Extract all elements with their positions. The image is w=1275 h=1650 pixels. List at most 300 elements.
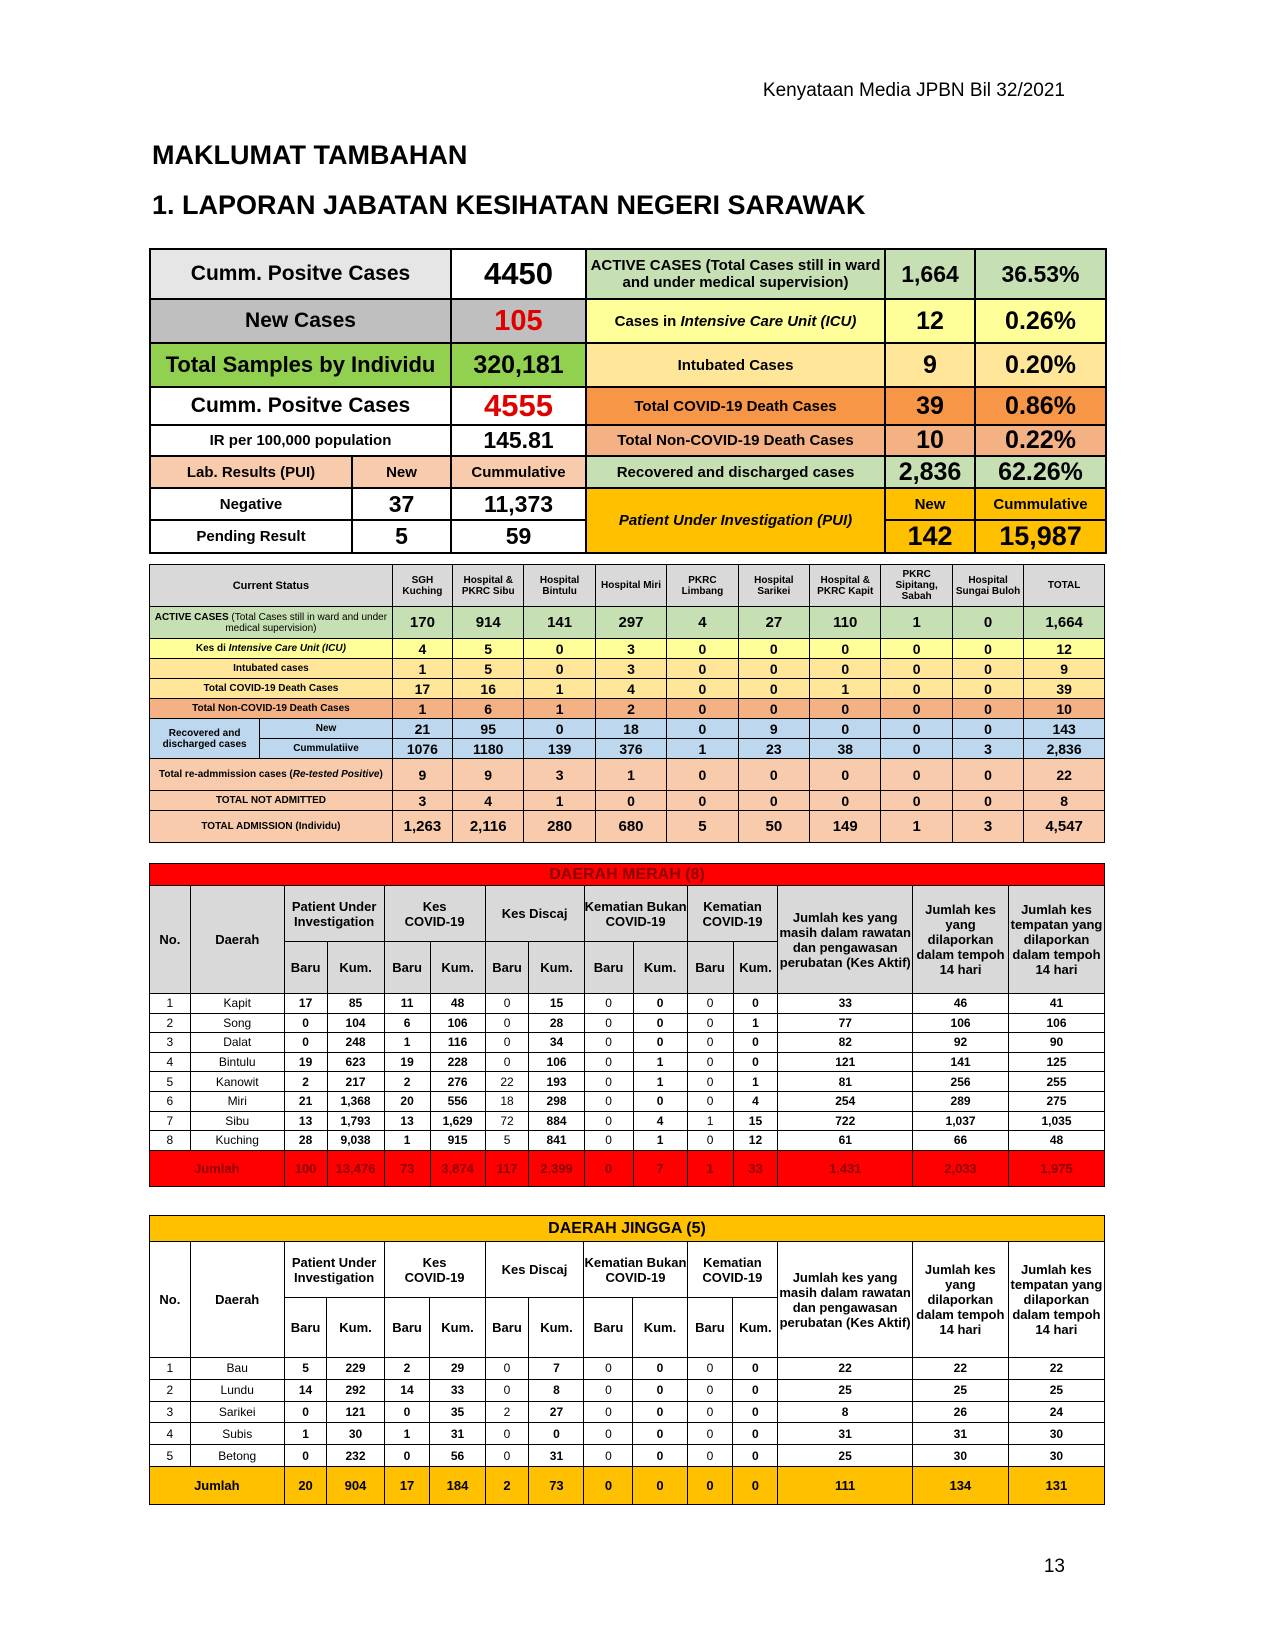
table-cell: 0 bbox=[633, 1358, 687, 1380]
table-cell: 24 bbox=[1008, 1401, 1104, 1423]
intubated-label: Intubated Cases bbox=[586, 343, 885, 387]
total-cell: 2 bbox=[485, 1466, 529, 1504]
total-cell: 0 bbox=[733, 1466, 778, 1504]
pui-new-value: 142 bbox=[885, 520, 975, 553]
recovered-cumm-cell: 38 bbox=[810, 739, 881, 759]
readmission-cell: 0 bbox=[738, 759, 809, 791]
table-cell: 8 bbox=[778, 1401, 913, 1423]
noncovid-death-cell: 6 bbox=[453, 699, 524, 719]
table-cell: 1 bbox=[733, 1013, 778, 1033]
icu-cell: 12 bbox=[1024, 639, 1105, 659]
table-cell: 104 bbox=[327, 1013, 384, 1033]
table-cell: 0 bbox=[633, 1423, 687, 1445]
table-cell: 0 bbox=[584, 1358, 633, 1380]
table-cell: 0 bbox=[584, 1052, 633, 1072]
intubated-cell: 0 bbox=[738, 659, 809, 679]
readmission-cell: 22 bbox=[1024, 759, 1105, 791]
total-cell: 73 bbox=[384, 1150, 430, 1186]
icu-cell: 0 bbox=[952, 639, 1023, 659]
pui-header: Patient Under Investigation bbox=[284, 1242, 384, 1298]
table-cell: 1 bbox=[633, 1072, 687, 1092]
table-cell: 0 bbox=[384, 1445, 430, 1467]
covid-death-cell: 0 bbox=[738, 679, 809, 699]
total-row bbox=[150, 1466, 1105, 1504]
kum-header: Kum. bbox=[733, 942, 778, 994]
recovered-new-cell: 0 bbox=[881, 719, 952, 739]
intubated-cell: 1 bbox=[392, 659, 452, 679]
total-cell: 100 bbox=[284, 1150, 327, 1186]
tempatan-header: Jumlah kes tempatan yang dilaporkan dalam tempoh 14 hari bbox=[1008, 886, 1104, 994]
table-cell: 27 bbox=[529, 1401, 584, 1423]
table-cell: 0 bbox=[687, 1091, 733, 1111]
table-cell: 1,035 bbox=[1008, 1111, 1104, 1131]
recovered-cumm-cell: 23 bbox=[738, 739, 809, 759]
table-cell: 0 bbox=[584, 1091, 633, 1111]
intubated-cell: 9 bbox=[1024, 659, 1105, 679]
table-row bbox=[150, 1379, 1105, 1401]
readmission-cell: 0 bbox=[810, 759, 881, 791]
facility-header: Hospital Miri bbox=[595, 565, 666, 607]
lab-cumm-label: Cummulative bbox=[451, 456, 586, 488]
facility-header: Hospital Sungai Buloh bbox=[952, 565, 1023, 607]
table-cell: 0 bbox=[584, 1131, 633, 1151]
page-number: 13 bbox=[1043, 1556, 1065, 1577]
table-cell: 30 bbox=[1008, 1423, 1104, 1445]
kum-header: Kum. bbox=[327, 942, 384, 994]
table-cell: 0 bbox=[485, 1358, 529, 1380]
intubated-cell: 0 bbox=[667, 659, 738, 679]
intubated-cell: 3 bbox=[595, 659, 666, 679]
facility-header: Hospital & PKRC Kapit bbox=[810, 565, 881, 607]
recovered-cumm-cell: 2,836 bbox=[1024, 739, 1105, 759]
report-title: 1. LAPORAN JABATAN KESIHATAN NEGERI SARAWAK bbox=[152, 190, 866, 220]
dilaporkan-header: Jumlah kes yang dilaporkan dalam tempoh 14 hari bbox=[913, 886, 1009, 994]
baru-header: Baru bbox=[485, 1298, 529, 1358]
baru-header: Baru bbox=[687, 942, 733, 994]
active-cases-cell: 297 bbox=[595, 607, 666, 639]
baru-header: Baru bbox=[384, 1298, 430, 1358]
noncovid-death-cell: 0 bbox=[810, 699, 881, 719]
table-cell: 31 bbox=[778, 1423, 913, 1445]
table-cell: 4 bbox=[733, 1091, 778, 1111]
table-cell: 34 bbox=[529, 1033, 584, 1053]
intubated-cell: 0 bbox=[881, 659, 952, 679]
daerah-name: Kapit bbox=[190, 994, 284, 1014]
table-row bbox=[150, 1091, 1105, 1111]
section-title: MAKLUMAT TAMBAHAN bbox=[152, 140, 468, 170]
table-cell: 0 bbox=[284, 1013, 327, 1033]
admission-cell: 1 bbox=[881, 811, 952, 843]
table-cell: 18 bbox=[485, 1091, 529, 1111]
total-cell: 904 bbox=[327, 1466, 384, 1504]
table-cell: 0 bbox=[687, 1379, 733, 1401]
total-cell: 1,431 bbox=[778, 1150, 913, 1186]
recovered-cumm-cell: 1180 bbox=[453, 739, 524, 759]
table-cell: 106 bbox=[430, 1013, 485, 1033]
total-cell: 1 bbox=[687, 1150, 733, 1186]
total-cell: 0 bbox=[584, 1466, 633, 1504]
kum-header: Kum. bbox=[430, 942, 485, 994]
table-cell: 248 bbox=[327, 1033, 384, 1053]
table-cell: 0 bbox=[687, 1033, 733, 1053]
table-cell: 2 bbox=[384, 1358, 430, 1380]
daerah-name: Bau bbox=[190, 1358, 284, 1380]
total-cell: 13,476 bbox=[327, 1150, 384, 1186]
covid-death-cell: 39 bbox=[1024, 679, 1105, 699]
intubated-cell: 5 bbox=[453, 659, 524, 679]
active-cases-cell: 1 bbox=[881, 607, 952, 639]
table-cell: 25 bbox=[778, 1445, 913, 1467]
table-cell: 0 bbox=[633, 1379, 687, 1401]
table-cell: 0 bbox=[687, 1423, 733, 1445]
active-row-label: ACTIVE CASES (Total Cases still in ward and under medical supervision) bbox=[150, 607, 393, 639]
lab-results-label: Lab. Results (PUI) bbox=[150, 456, 352, 488]
icu-cell: 0 bbox=[881, 639, 952, 659]
kum-header: Kum. bbox=[430, 1298, 485, 1358]
dilaporkan-header: Jumlah kes yang dilaporkan dalam tempoh 14 hari bbox=[912, 1242, 1008, 1358]
readmission-cell: 0 bbox=[952, 759, 1023, 791]
recovered-cumm-cell: 1 bbox=[667, 739, 738, 759]
kematian-bukan-header: Kematian Bukan COVID-19 bbox=[584, 1242, 687, 1298]
table-cell: 22 bbox=[1008, 1358, 1104, 1380]
daerah-header: Daerah bbox=[190, 1242, 284, 1358]
daerah-name: Sarikei bbox=[190, 1401, 284, 1423]
total-cell: 111 bbox=[778, 1466, 913, 1504]
kes-aktif-header: Jumlah kes yang masih dalam rawatan dan pengawasan perubatan (Kes Aktif) bbox=[778, 1242, 913, 1358]
table-cell: 0 bbox=[687, 1358, 733, 1380]
covid-death-cell: 17 bbox=[392, 679, 452, 699]
table-cell: 4 bbox=[633, 1111, 687, 1131]
table-cell: 0 bbox=[485, 1379, 529, 1401]
table-cell: 121 bbox=[778, 1052, 913, 1072]
table-cell: 66 bbox=[913, 1131, 1009, 1151]
table-cell: 255 bbox=[1008, 1072, 1104, 1092]
icu-cell: 5 bbox=[453, 639, 524, 659]
total-label: Jumlah bbox=[150, 1466, 285, 1504]
table-cell: 1 bbox=[284, 1423, 327, 1445]
status-table bbox=[149, 564, 1105, 843]
icu-cell: 4 bbox=[392, 639, 452, 659]
table-cell: 0 bbox=[584, 1013, 633, 1033]
readmission-cell: 1 bbox=[595, 759, 666, 791]
table-cell: 121 bbox=[327, 1401, 384, 1423]
icu-cell: 0 bbox=[738, 639, 809, 659]
facility-header: Hospital Bintulu bbox=[524, 565, 595, 607]
admission-cell: 4,547 bbox=[1024, 811, 1105, 843]
table-cell: 20 bbox=[384, 1091, 430, 1111]
admission-cell: 2,116 bbox=[453, 811, 524, 843]
table-cell: 0 bbox=[485, 1033, 529, 1053]
table-cell: 5 bbox=[485, 1131, 529, 1151]
recovered-cumm-cell: 3 bbox=[952, 739, 1023, 759]
noncovid-row-label: Total Non-COVID-19 Death Cases bbox=[150, 699, 393, 719]
table-cell: 14 bbox=[284, 1379, 327, 1401]
tempatan-header: Jumlah kes tempatan yang dilaporkan dalam tempoh 14 hari bbox=[1008, 1242, 1104, 1358]
not-admitted-cell: 0 bbox=[667, 791, 738, 811]
not-admitted-cell: 1 bbox=[524, 791, 595, 811]
recovered-label: Recovered and discharged cases bbox=[586, 456, 885, 488]
noncovid-death-cell: 2 bbox=[595, 699, 666, 719]
readmission-cell: 9 bbox=[392, 759, 452, 791]
table-cell: 15 bbox=[529, 994, 584, 1014]
total-cell: 117 bbox=[485, 1150, 529, 1186]
table-cell: 0 bbox=[485, 1013, 529, 1033]
table-cell: 0 bbox=[633, 1013, 687, 1033]
table-cell: 90 bbox=[1008, 1033, 1104, 1053]
readmission-cell: 3 bbox=[524, 759, 595, 791]
daerah-name: Kanowit bbox=[190, 1072, 284, 1092]
noncovid-death-cell: 1 bbox=[524, 699, 595, 719]
table-cell: 13 bbox=[384, 1111, 430, 1131]
table-cell: 0 bbox=[384, 1401, 430, 1423]
table-cell: 56 bbox=[430, 1445, 485, 1467]
table-cell: 1,037 bbox=[913, 1111, 1009, 1131]
table-cell: 28 bbox=[284, 1131, 327, 1151]
table-cell: 276 bbox=[430, 1072, 485, 1092]
active-cases-value: 1,664 bbox=[885, 249, 975, 299]
cumm-positive-value-2: 4555 bbox=[451, 387, 586, 425]
facility-header: TOTAL bbox=[1024, 565, 1105, 607]
kes-discaj-header: Kes Discaj bbox=[485, 886, 584, 942]
admission-cell: 1,263 bbox=[392, 811, 452, 843]
daerah-header: Daerah bbox=[190, 886, 284, 994]
table-cell: 228 bbox=[430, 1052, 485, 1072]
table-cell: 298 bbox=[529, 1091, 584, 1111]
table-cell: 3 bbox=[150, 1033, 191, 1053]
table-cell: 22 bbox=[485, 1072, 529, 1092]
table-cell: 1 bbox=[633, 1131, 687, 1151]
table-cell: 0 bbox=[733, 1052, 778, 1072]
kes-covid-header: Kes COVID-19 bbox=[384, 886, 485, 942]
table-cell: 2 bbox=[384, 1072, 430, 1092]
table-cell: 0 bbox=[733, 994, 778, 1014]
table-cell: 6 bbox=[384, 1013, 430, 1033]
table-cell: 0 bbox=[584, 1072, 633, 1092]
cumm-positive-label: Cumm. Positve Cases bbox=[150, 249, 451, 299]
table-cell: 25 bbox=[1008, 1379, 1104, 1401]
table-cell: 4 bbox=[150, 1423, 191, 1445]
table-cell: 2 bbox=[485, 1401, 529, 1423]
icu-row-label: Kes di Intensive Care Unit (ICU) bbox=[150, 639, 393, 659]
table-cell: 30 bbox=[1008, 1445, 1104, 1467]
pui-label: Patient Under Investigation (PUI) bbox=[618, 512, 853, 529]
recovered-new-cell: 0 bbox=[952, 719, 1023, 739]
total-cell: 20 bbox=[284, 1466, 327, 1504]
facility-header: PKRC Sipitang, Sabah bbox=[881, 565, 952, 607]
table-cell: 26 bbox=[912, 1401, 1008, 1423]
admission-cell: 3 bbox=[952, 811, 1023, 843]
recovered-new-cell: 18 bbox=[595, 719, 666, 739]
table-cell: 0 bbox=[733, 1401, 778, 1423]
readmission-row-label: Total re-admmission cases (Re-tested Positive) bbox=[150, 759, 393, 791]
noncovid-death-cell: 10 bbox=[1024, 699, 1105, 719]
daerah-name: Kuching bbox=[190, 1131, 284, 1151]
admission-cell: 149 bbox=[810, 811, 881, 843]
admission-cell: 5 bbox=[667, 811, 738, 843]
table-cell: 2 bbox=[150, 1379, 191, 1401]
table-cell: 0 bbox=[733, 1445, 778, 1467]
pending-cumm: 59 bbox=[451, 520, 586, 553]
document-header: Kenyataan Media JPBN Bil 32/2021 bbox=[762, 80, 1065, 101]
pui-cumm-value: 15,987 bbox=[975, 520, 1106, 553]
table-cell: 106 bbox=[529, 1052, 584, 1072]
table-cell: 0 bbox=[633, 994, 687, 1014]
kum-header: Kum. bbox=[733, 1298, 778, 1358]
table-cell: 623 bbox=[327, 1052, 384, 1072]
daerah-merah-table bbox=[149, 863, 1105, 1187]
total-cell: 0 bbox=[687, 1466, 733, 1504]
table-cell: 25 bbox=[778, 1379, 913, 1401]
table-cell: 30 bbox=[912, 1445, 1008, 1467]
pending-label: Pending Result bbox=[150, 520, 352, 553]
table-row bbox=[150, 1423, 1105, 1445]
kum-header: Kum. bbox=[327, 1298, 384, 1358]
recovered-new-cell: 21 bbox=[392, 719, 452, 739]
recovered-cumm-cell: 376 bbox=[595, 739, 666, 759]
table-cell: 0 bbox=[733, 1033, 778, 1053]
intubated-cell: 0 bbox=[524, 659, 595, 679]
table-cell: 92 bbox=[913, 1033, 1009, 1053]
noncovid-death-cell: 0 bbox=[738, 699, 809, 719]
table-cell: 33 bbox=[430, 1379, 485, 1401]
table-cell: 8 bbox=[529, 1379, 584, 1401]
kematian-bukan-header: Kematian Bukan COVID-19 bbox=[584, 886, 687, 942]
covid-death-row-label: Total COVID-19 Death Cases bbox=[150, 679, 393, 699]
table-cell: 5 bbox=[150, 1445, 191, 1467]
negative-cumm: 11,373 bbox=[451, 488, 586, 520]
daerah-name: Lundu bbox=[190, 1379, 284, 1401]
table-row bbox=[150, 1401, 1105, 1423]
table-cell: 141 bbox=[913, 1052, 1009, 1072]
table-cell: 41 bbox=[1008, 994, 1104, 1014]
table-cell: 1 bbox=[384, 1423, 430, 1445]
table-cell: 0 bbox=[485, 1052, 529, 1072]
readmission-cell: 0 bbox=[667, 759, 738, 791]
kum-header: Kum. bbox=[633, 1298, 687, 1358]
table-cell: 1 bbox=[733, 1072, 778, 1092]
active-cases-cell: 1,664 bbox=[1024, 607, 1105, 639]
daerah-name: Song bbox=[190, 1013, 284, 1033]
recovered-new-cell: 0 bbox=[667, 719, 738, 739]
table-cell: 22 bbox=[778, 1358, 913, 1380]
covid-death-cell: 1 bbox=[524, 679, 595, 699]
covid-death-cell: 0 bbox=[881, 679, 952, 699]
table-cell: 28 bbox=[529, 1013, 584, 1033]
table-row bbox=[150, 1072, 1105, 1092]
table-cell: 1 bbox=[384, 1033, 430, 1053]
icu-label: Cases in Intensive Care Unit (ICU) bbox=[586, 299, 885, 343]
covid-death-cell: 4 bbox=[595, 679, 666, 699]
table-cell: 31 bbox=[912, 1423, 1008, 1445]
table-cell: 5 bbox=[150, 1072, 191, 1092]
covid-death-cell: 1 bbox=[810, 679, 881, 699]
kum-header: Kum. bbox=[633, 942, 687, 994]
table-cell: 217 bbox=[327, 1072, 384, 1092]
table-cell: 0 bbox=[284, 1033, 327, 1053]
covid-death-pct: 0.86% bbox=[975, 387, 1106, 425]
table-cell: 0 bbox=[485, 1445, 529, 1467]
table-cell: 17 bbox=[284, 994, 327, 1014]
table-row bbox=[150, 1111, 1105, 1131]
table-cell: 1,629 bbox=[430, 1111, 485, 1131]
table-cell: 48 bbox=[430, 994, 485, 1014]
total-cell: 1,975 bbox=[1008, 1150, 1104, 1186]
table-cell: 1 bbox=[687, 1111, 733, 1131]
covid-death-label: Total COVID-19 Death Cases bbox=[586, 387, 885, 425]
total-cell: 33 bbox=[733, 1150, 778, 1186]
table-cell: 0 bbox=[733, 1379, 778, 1401]
table-cell: 31 bbox=[529, 1445, 584, 1467]
table-cell: 292 bbox=[327, 1379, 384, 1401]
table-cell: 1,793 bbox=[327, 1111, 384, 1131]
table-cell: 81 bbox=[778, 1072, 913, 1092]
recovered-cumm-label: Cummulatiive bbox=[260, 739, 393, 759]
table-cell: 0 bbox=[687, 1445, 733, 1467]
table-cell: 0 bbox=[633, 1091, 687, 1111]
table-cell: 722 bbox=[778, 1111, 913, 1131]
table-row bbox=[150, 1445, 1105, 1467]
not-admitted-cell: 3 bbox=[392, 791, 452, 811]
admission-row-label: TOTAL ADMISSION (Individu) bbox=[150, 811, 393, 843]
table-cell: 0 bbox=[687, 1131, 733, 1151]
table-cell: 19 bbox=[284, 1052, 327, 1072]
table-cell: 33 bbox=[778, 994, 913, 1014]
table-row bbox=[150, 994, 1105, 1014]
table-cell: 884 bbox=[529, 1111, 584, 1131]
noncovid-death-value: 10 bbox=[885, 425, 975, 456]
table-cell: 0 bbox=[584, 994, 633, 1014]
table-cell: 1,368 bbox=[327, 1091, 384, 1111]
table-row bbox=[150, 1358, 1105, 1380]
table-cell: 14 bbox=[384, 1379, 430, 1401]
total-cell: 0 bbox=[633, 1466, 687, 1504]
not-admitted-row-label: TOTAL NOT ADMITTED bbox=[150, 791, 393, 811]
negative-new: 37 bbox=[352, 488, 451, 520]
no-header: No. bbox=[150, 886, 191, 994]
table-cell: 0 bbox=[733, 1358, 778, 1380]
table-cell: 0 bbox=[584, 1379, 633, 1401]
table-cell: 841 bbox=[529, 1131, 584, 1151]
recovered-new-label: New bbox=[260, 719, 393, 739]
table-row bbox=[150, 1131, 1105, 1151]
active-cases-label: ACTIVE CASES (Total Cases still in ward and under medical supervision) bbox=[586, 249, 885, 299]
table-row bbox=[150, 1052, 1105, 1072]
covid-death-cell: 0 bbox=[667, 679, 738, 699]
table-cell: 0 bbox=[687, 1013, 733, 1033]
pui-new-label: New bbox=[885, 488, 975, 520]
noncovid-death-pct: 0.22% bbox=[975, 425, 1106, 456]
recovered-cumm-cell: 0 bbox=[881, 739, 952, 759]
noncovid-death-cell: 0 bbox=[667, 699, 738, 719]
table-cell: 4 bbox=[150, 1052, 191, 1072]
daerah-name: Bintulu bbox=[190, 1052, 284, 1072]
table-cell: 0 bbox=[485, 994, 529, 1014]
admission-cell: 680 bbox=[595, 811, 666, 843]
noncovid-death-cell: 0 bbox=[881, 699, 952, 719]
cumm-positive-label-2: Cumm. Positve Cases bbox=[150, 387, 451, 425]
icu-cell: 0 bbox=[667, 639, 738, 659]
table-cell: 116 bbox=[430, 1033, 485, 1053]
total-cell: 0 bbox=[584, 1150, 633, 1186]
table-cell: 61 bbox=[778, 1131, 913, 1151]
baru-header: Baru bbox=[584, 1298, 633, 1358]
baru-header: Baru bbox=[284, 942, 327, 994]
total-samples-label: Total Samples by Individu bbox=[150, 343, 451, 387]
table-cell: 0 bbox=[633, 1401, 687, 1423]
active-cases-cell: 4 bbox=[667, 607, 738, 639]
table-cell: 106 bbox=[1008, 1013, 1104, 1033]
active-cases-pct: 36.53% bbox=[975, 249, 1106, 299]
